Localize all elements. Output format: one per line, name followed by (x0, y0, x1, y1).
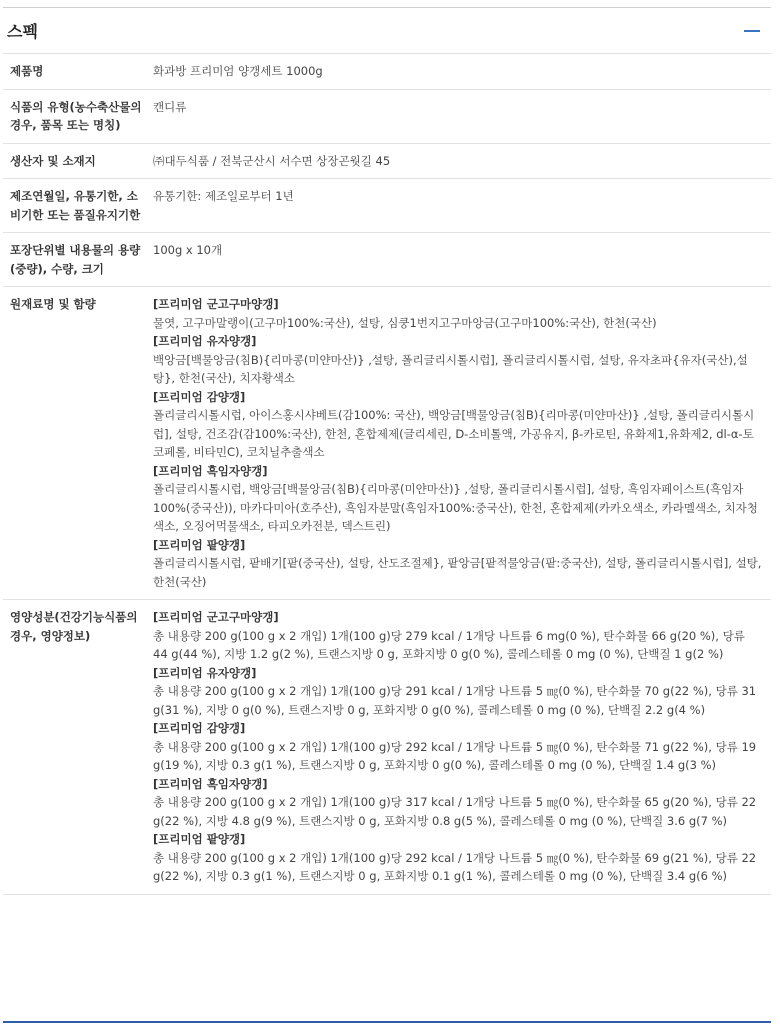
row-label: 생산자 및 소재지 (3, 143, 153, 179)
spec-row-food-type (3, 89, 771, 143)
nutrition-body: 총 내용량 200 g(100 g x 2 개입) 1개(100 g)당 292 kcal / 1개당 나트륨 5 ㎎(0 %), 탄수화물 71 g(22 %), 당류 19 g(19 %), 지방 0.3 g(1 %), 트랜스지방 0 g, 포화지방 0 g(0 %), 콜레스테롤 0 mg (0 %), 단백질 1.4 g(3 %) (153, 739, 757, 772)
ingredient-title: [프리미엄 팥양갱] (153, 537, 246, 552)
ingredient-title: [프리미엄 흑임자양갱] (153, 463, 268, 478)
row-label: 영양성분(건강기능식품의 경우, 영양정보) (3, 600, 153, 895)
spec-row-package (3, 233, 771, 287)
row-label: 포장단위별 내용물의 용량(중량), 수량, 크기 (3, 233, 153, 287)
ingredient-item (153, 295, 763, 332)
nutrition-title: [프리미엄 감양갱] (153, 721, 246, 735)
spec-table (3, 54, 771, 895)
nutrition-item (153, 664, 763, 720)
nutrition-body: 총 내용량 200 g(100 g x 2 개입) 1개(100 g)당 291 kcal / 1개당 나트륨 5 ㎎(0 %), 탄수화물 70 g(22 %), 당류 31 g(31 %), 지방 0 g(0 %), 트랜스지방 0 g, 포화지방 0 g(0 %), 콜레스테롤 0 mg (0 %), 단백질 2.2 g(4 %) (153, 684, 757, 717)
ingredients-list (153, 287, 771, 600)
ingredient-body: 백앙금[백물앙금(침B){리마콩(미얀마산)} ,설탕, 폴리글리시톨시럽], 폴리글리시톨시럽, 설탕, 유자초파{유자(국산),설탕}, 한천(국산), 치자황색소 (153, 352, 748, 385)
spec-row-producer (3, 143, 771, 179)
ingredient-body: 폴리글리시톨시럽, 팥배기[팥(중국산), 설탕, 산도조절제}, 팥앙금[팥적물앙금(팥:중국산), 설탕, 폴리글리시톨시럽], 설탕, 한천(국산) (153, 556, 762, 589)
row-label: 원재료명 및 함량 (3, 287, 153, 600)
ingredient-item (153, 388, 763, 462)
row-value: 화과방 프리미엄 양갱세트 1000g (153, 54, 771, 89)
ingredient-item (153, 536, 763, 592)
ingredient-body: 물엿, 고구마말랭이(고구마100%:국산), 설탕, 심쿵1번지고구마앙금(고구마100%:국산), 한천(국산) (153, 315, 657, 330)
row-label: 제품명 (3, 54, 153, 89)
ingredient-item (153, 462, 763, 536)
nutrition-item (153, 775, 763, 831)
nutrition-body: 총 내용량 200 g(100 g x 2 개입) 1개(100 g)당 317 kcal / 1개당 나트륨 5 ㎎(0 %), 탄수화물 65 g(20 %), 당류 22 g(22 %), 지방 4.8 g(9 %), 트랜스지방 0 g, 포화지방 0.8 g(5 %), 콜레스테롤 0 mg (0 %), 단백질 3.6 g(7 %) (153, 795, 757, 828)
spec-panel (3, 7, 771, 1023)
ingredient-item (153, 332, 763, 388)
nutrition-item (153, 830, 763, 886)
spec-row-nutrition (3, 600, 771, 895)
nutrition-item (153, 608, 763, 664)
nutrition-body: 총 내용량 200 g(100 g x 2 개입) 1개(100 g)당 292 kcal / 1개당 나트륨 5 ㎎(0 %), 탄수화물 69 g(21 %), 당류 22 g(22 %), 지방 0.3 g(1 %), 트랜스지방 0 g, 포화지방 0.1 g(1 %), 콜레스테롤 0 mg (0 %), 단백질 3.4 g(6 %) (153, 850, 757, 883)
ingredient-title: [프리미엄 감양갱] (153, 389, 246, 404)
section-title: 스펙 (7, 22, 38, 41)
row-value: 유통기한: 제조일로부터 1년 (153, 179, 771, 233)
ingredient-body: 폴리글리시톨시럽, 아이스홍시샤베트(감100%: 국산), 백앙금[백물앙금(침B){리마콩(미얀마산)} ,설탕, 폴리글리시톨시럽], 설탕, 건조감(감100%:국산), 한천, 혼합제제(글리세린, D-소비톨액, 가공유지, β-카로틴, 유화제1,유화제2, dl-α-토코페롤, 비타민C), 코치닐추출색소 (153, 408, 755, 459)
spec-header[interactable] (3, 8, 771, 54)
minus-icon[interactable] (743, 22, 761, 40)
nutrition-title: [프리미엄 유자양갱] (153, 665, 257, 680)
row-value: ㈜대두식품 / 전북군산시 서수면 상장곤웟길 45 (153, 143, 771, 179)
spec-row-product-name (3, 54, 771, 89)
ingredient-title: [프리미엄 유자양갱] (153, 334, 257, 348)
nutrition-list (153, 600, 771, 895)
row-value: 100g x 10개 (153, 233, 771, 287)
nutrition-item (153, 719, 763, 775)
nutrition-title: [프리미엄 팥양갱] (153, 832, 246, 846)
ingredient-title: [프리미엄 군고구마양갱] (153, 297, 279, 311)
nutrition-body: 총 내용량 200 g(100 g x 2 개입) 1개(100 g)당 279 kcal / 1개당 나트륨 6 mg(0 %), 탄수화물 66 g(20 %), 당류 44 g(44 %), 지방 1.2 g(2 %), 트랜스지방 0 g, 포화지방 0 g(0 %), 콜레스테롤 0 mg (0 %), 단백질 1 g(2 %) (153, 628, 745, 661)
nutrition-title: [프리미엄 군고구마양갱] (153, 610, 279, 624)
row-value: 캔디류 (153, 89, 771, 143)
spec-row-ingredients (3, 287, 771, 600)
ingredient-body: 폴리글리시톨시럽, 백앙금[백물앙금(침B){리마콩(미얀마산)} ,설탕, 폴리글리시톨시럽], 설탕, 흑임자페이스트(흑임자100%(중국산)), 마카다미아(호주산), 흑임자분말(흑임자100%:중국산), 한천, 혼합제제(카카오색소, 카라멜색소, 치자청색소, 오징어먹물색소, 타피오카전분, 덱스트린) (153, 482, 758, 533)
row-label: 식품의 유형(농수축산물의 경우, 품목 또는 명칭) (3, 89, 153, 143)
nutrition-title: [프리미엄 흑임자양갱] (153, 776, 268, 791)
spec-row-expiry (3, 179, 771, 233)
row-label: 제조연월일, 유통기한, 소비기한 또는 품질유지기한 (3, 179, 153, 233)
